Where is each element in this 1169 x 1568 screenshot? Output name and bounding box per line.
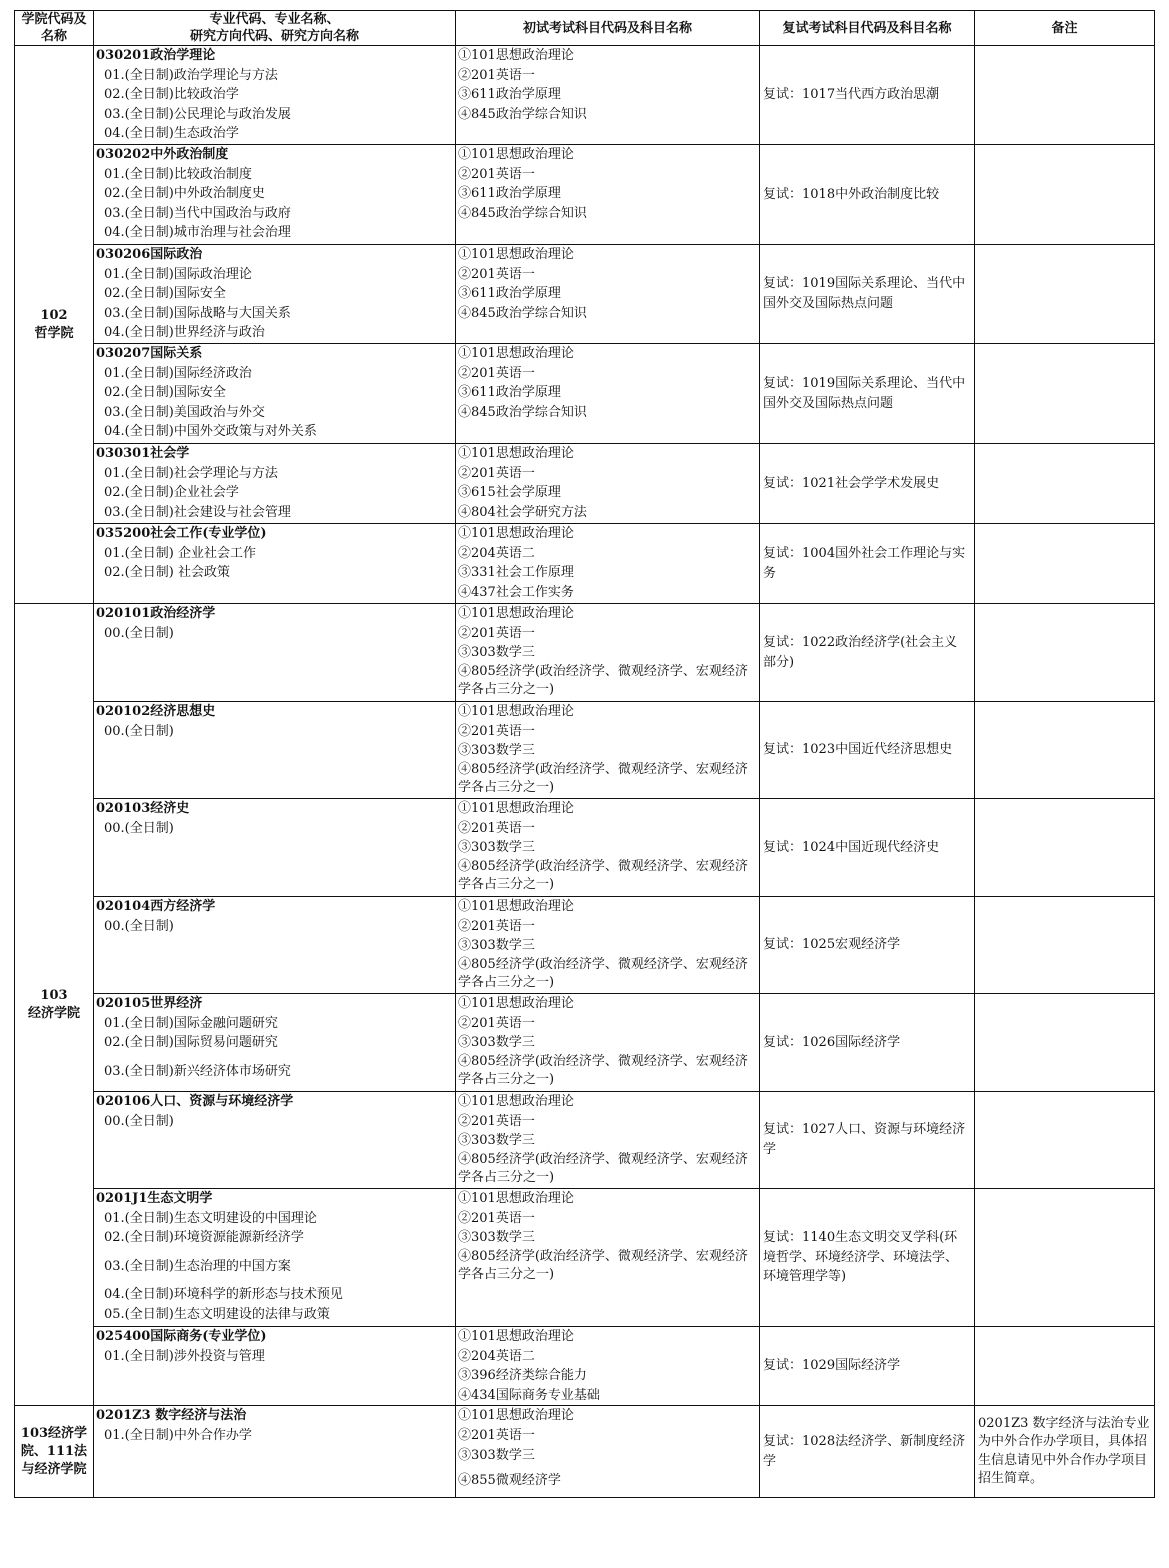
note-cell — [975, 344, 1155, 444]
direction: 03.(全日制)生态治理的中国方案 — [104, 1258, 291, 1274]
note-cell — [975, 897, 1155, 994]
subject: ④804社会学研究方法 — [458, 504, 587, 520]
direction: 02.(全日制)国际贸易问题研究 — [104, 1035, 278, 1051]
retest-cell: 复试：1024中国近现代经济史 — [760, 799, 975, 897]
subject: ④845政治学综合知识 — [458, 404, 587, 420]
table-row — [15, 245, 1155, 344]
subject: ③611政治学原理 — [458, 286, 561, 302]
subject: ②201英语一 — [458, 918, 535, 934]
major-cell — [94, 1327, 456, 1406]
retest-cell: 复试：1004国外社会工作理论与实务 — [760, 524, 975, 604]
subject: ②201英语一 — [458, 1210, 535, 1226]
retest-cell: 复试：1019国际关系理论、当代中国外交及国际热点问题 — [760, 344, 975, 444]
subject: ①101思想政治理论 — [458, 1191, 574, 1206]
direction: 03.(全日制)公民理论与政治发展 — [104, 106, 291, 122]
major-cell — [94, 799, 456, 897]
subject: ③611政治学原理 — [458, 385, 561, 401]
table-row — [15, 1406, 1155, 1498]
note-cell: 0201Z3 数字经济与法治专业为中外合作办学项目，具体招生信息请见中外合作办学项目招生简章。 — [975, 1406, 1155, 1498]
retest-cell: 复试：1027人口、资源与环境经济学 — [760, 1092, 975, 1189]
direction: 04.(全日制)生态政治学 — [104, 126, 239, 142]
subject: ④805经济学(政治经济学、微观经济学、宏观经济学各占三分之一) — [458, 1053, 748, 1088]
major-cell — [94, 1406, 456, 1498]
subject: ③303数学三 — [458, 645, 535, 661]
subject: ②204英语二 — [458, 1348, 535, 1364]
first-exam-cell — [456, 1189, 760, 1327]
subject: ③303数学三 — [458, 1133, 535, 1149]
direction: 01.(全日制)政治学理论与方法 — [104, 67, 278, 83]
subject: ①101思想政治理论 — [458, 346, 574, 361]
major-cell — [94, 604, 456, 702]
subject: ①101思想政治理论 — [458, 704, 574, 719]
table-row — [15, 799, 1155, 897]
direction: 02.(全日制)比较政治学 — [104, 87, 239, 103]
table-row — [15, 444, 1155, 524]
retest-cell: 复试：1022政治经济学(社会主义部分) — [760, 604, 975, 702]
note-cell — [975, 1092, 1155, 1189]
major-cell — [94, 245, 456, 344]
subject: ③396经济类综合能力 — [458, 1368, 587, 1384]
first-exam-cell — [456, 245, 760, 344]
major-title: 020105世界经济 — [96, 996, 203, 1011]
direction: 01.(全日制)国际政治理论 — [104, 266, 252, 282]
subject: ③303数学三 — [458, 1035, 535, 1051]
major-title: 030201政治学理论 — [96, 48, 216, 63]
subject: ③303数学三 — [458, 938, 535, 954]
first-exam-cell — [456, 604, 760, 702]
table-row — [15, 994, 1155, 1092]
note-cell — [975, 702, 1155, 799]
college-code: 102 — [40, 307, 68, 323]
direction: 02.(全日制)国际安全 — [104, 286, 226, 302]
note-cell — [975, 994, 1155, 1092]
major-cell — [94, 897, 456, 994]
header-first-exam: 初试考试科目代码及科目名称 — [456, 11, 760, 46]
subject: ①101思想政治理论 — [458, 446, 574, 461]
direction: 01.(全日制)国际金融问题研究 — [104, 1015, 278, 1031]
note-cell — [975, 444, 1155, 524]
major-cell — [94, 702, 456, 799]
direction: 05.(全日制)生态文明建设的法律与政策 — [104, 1306, 330, 1322]
college-cell — [15, 46, 94, 604]
table-row — [15, 1092, 1155, 1189]
table-row — [15, 604, 1155, 702]
retest-cell: 复试：1026国际经济学 — [760, 994, 975, 1092]
major-title: 020103经济史 — [96, 801, 190, 816]
first-exam-cell — [456, 1406, 760, 1498]
subject: ④437社会工作实务 — [458, 584, 574, 600]
direction: 00.(全日制) — [104, 723, 174, 739]
first-exam-cell — [456, 799, 760, 897]
retest-cell: 复试：1019国际关系理论、当代中国外交及国际热点问题 — [760, 245, 975, 344]
retest-cell: 复试：1028法经济学、新制度经济学 — [760, 1406, 975, 1498]
major-cell — [94, 46, 456, 145]
college-name: 哲学院 — [34, 325, 74, 341]
direction: 02.(全日制)国际安全 — [104, 385, 226, 401]
subject: ①101思想政治理论 — [458, 899, 574, 914]
first-exam-cell — [456, 1092, 760, 1189]
note-cell — [975, 46, 1155, 145]
subject: ①101思想政治理论 — [458, 147, 574, 162]
major-cell — [94, 444, 456, 524]
major-cell — [94, 994, 456, 1092]
subject: ③611政治学原理 — [458, 186, 561, 202]
note-cell — [975, 524, 1155, 604]
direction: 01.(全日制) 企业社会工作 — [104, 545, 256, 561]
direction: 02.(全日制)环境资源能源新经济学 — [104, 1230, 304, 1246]
note-cell — [975, 799, 1155, 897]
retest-cell: 复试：1029国际经济学 — [760, 1327, 975, 1406]
first-exam-cell — [456, 46, 760, 145]
first-exam-cell — [456, 897, 760, 994]
retest-cell: 复试：1025宏观经济学 — [760, 897, 975, 994]
subject: ②201英语一 — [458, 1427, 535, 1443]
college-code: 103经济学院、111法与经济学院 — [20, 1425, 88, 1477]
retest-cell: 复试：1023中国近代经济思想史 — [760, 702, 975, 799]
note-cell — [975, 604, 1155, 702]
table-row — [15, 702, 1155, 799]
direction: 03.(全日制)当代中国政治与政府 — [104, 205, 291, 221]
direction: 00.(全日制) — [104, 820, 174, 836]
table-row — [15, 46, 1155, 145]
subject: ①101思想政治理论 — [458, 996, 574, 1011]
direction: 03.(全日制)新兴经济体市场研究 — [104, 1063, 291, 1079]
note-cell — [975, 145, 1155, 245]
subject: ③331社会工作原理 — [458, 565, 574, 581]
direction: 01.(全日制)社会学理论与方法 — [104, 465, 278, 481]
college-code: 103 — [40, 987, 68, 1003]
major-cell — [94, 1092, 456, 1189]
retest-cell: 复试：1018中外政治制度比较 — [760, 145, 975, 245]
major-title: 030301社会学 — [96, 446, 190, 461]
subject: ②201英语一 — [458, 625, 535, 641]
table-row — [15, 1327, 1155, 1406]
subject: ①101思想政治理论 — [458, 48, 574, 63]
subject: ④845政治学综合知识 — [458, 106, 587, 122]
header-retest: 复试考试科目代码及科目名称 — [760, 11, 975, 46]
major-cell — [94, 344, 456, 444]
subject: ①101思想政治理论 — [458, 526, 574, 541]
major-title: 020106人口、资源与环境经济学 — [96, 1094, 294, 1109]
note-cell — [975, 245, 1155, 344]
first-exam-cell — [456, 524, 760, 604]
retest-cell: 复试：1021社会学学术发展史 — [760, 444, 975, 524]
direction: 01.(全日制)国际经济政治 — [104, 365, 252, 381]
subject: ②201英语一 — [458, 266, 535, 282]
direction: 04.(全日制)环境科学的新形态与技术预见 — [104, 1287, 343, 1303]
header-major: 专业代码、专业名称、 研究方向代码、研究方向名称 — [94, 11, 456, 46]
table-row — [15, 145, 1155, 245]
major-title: 020101政治经济学 — [96, 606, 216, 621]
subject: ②201英语一 — [458, 67, 535, 83]
subject: ②201英语一 — [458, 465, 535, 481]
table-row — [15, 524, 1155, 604]
college-name: 经济学院 — [27, 1005, 80, 1021]
direction: 01.(全日制)中外合作办学 — [104, 1427, 252, 1443]
subject: ④855微观经济学 — [458, 1473, 561, 1489]
subject: ④805经济学(政治经济学、微观经济学、宏观经济学各占三分之一) — [458, 761, 748, 796]
subject: ②201英语一 — [458, 820, 535, 836]
direction: 03.(全日制)社会建设与社会管理 — [104, 504, 291, 520]
first-exam-cell — [456, 1327, 760, 1406]
subject: ④845政治学综合知识 — [458, 305, 587, 321]
major-cell — [94, 1189, 456, 1327]
subject: ②204英语二 — [458, 545, 535, 561]
first-exam-cell — [456, 702, 760, 799]
table-row — [15, 897, 1155, 994]
subject: ②201英语一 — [458, 1015, 535, 1031]
header-note: 备注 — [975, 11, 1155, 46]
major-title: 020104西方经济学 — [96, 899, 216, 914]
direction: 01.(全日制)涉外投资与管理 — [104, 1348, 265, 1364]
direction: 01.(全日制)比较政治制度 — [104, 166, 252, 182]
subject: ③303数学三 — [458, 1230, 535, 1246]
header-row — [15, 11, 1155, 46]
note-cell — [975, 1189, 1155, 1327]
direction: 02.(全日制)中外政治制度史 — [104, 186, 265, 202]
table-row — [15, 1189, 1155, 1327]
first-exam-cell — [456, 444, 760, 524]
major-title: 025400国际商务(专业学位) — [96, 1329, 267, 1344]
major-title: 030206国际政治 — [96, 247, 203, 262]
subject: ②201英语一 — [458, 365, 535, 381]
subject: ④434国际商务专业基础 — [458, 1387, 600, 1403]
subject: ④805经济学(政治经济学、微观经济学、宏观经济学各占三分之一) — [458, 663, 748, 698]
direction: 00.(全日制) — [104, 918, 174, 934]
subject: ②201英语一 — [458, 166, 535, 182]
subject: ①101思想政治理论 — [458, 606, 574, 621]
direction: 04.(全日制)中国外交政策与对外关系 — [104, 424, 317, 440]
direction: 04.(全日制)城市治理与社会治理 — [104, 225, 291, 241]
direction: 01.(全日制)生态文明建设的中国理论 — [104, 1210, 317, 1226]
major-cell — [94, 524, 456, 604]
subject: ④805经济学(政治经济学、微观经济学、宏观经济学各占三分之一) — [458, 1151, 748, 1186]
subject: ②201英语一 — [458, 723, 535, 739]
subject: ③611政治学原理 — [458, 87, 561, 103]
retest-cell: 复试：1140生态文明交叉学科(环境哲学、环境经济学、环境法学、环境管理学等) — [760, 1189, 975, 1327]
first-exam-cell — [456, 145, 760, 245]
major-title: 0201J1生态文明学 — [96, 1191, 213, 1206]
major-title: 030202中外政治制度 — [96, 147, 229, 162]
subject: ①101思想政治理论 — [458, 801, 574, 816]
major-title: 020102经济思想史 — [96, 704, 216, 719]
direction: 00.(全日制) — [104, 625, 174, 641]
major-title: 035200社会工作(专业学位) — [96, 526, 267, 541]
first-exam-cell — [456, 994, 760, 1092]
subject: ②201英语一 — [458, 1113, 535, 1129]
subject: ③615社会学原理 — [458, 485, 561, 501]
direction: 00.(全日制) — [104, 1113, 174, 1129]
direction: 03.(全日制)国际战略与大国关系 — [104, 305, 291, 321]
first-exam-cell — [456, 344, 760, 444]
admissions-table — [14, 10, 1155, 1498]
subject: ①101思想政治理论 — [458, 247, 574, 262]
subject: ④845政治学综合知识 — [458, 205, 587, 221]
subject: ③303数学三 — [458, 1447, 535, 1463]
major-title: 0201Z3 数字经济与法治 — [96, 1408, 247, 1424]
retest-cell: 复试：1017当代西方政治思潮 — [760, 46, 975, 145]
subject: ④805经济学(政治经济学、微观经济学、宏观经济学各占三分之一) — [458, 858, 748, 893]
subject: ①101思想政治理论 — [458, 1408, 574, 1424]
major-title: 030207国际关系 — [96, 346, 203, 361]
subject: ④805经济学(政治经济学、微观经济学、宏观经济学各占三分之一) — [458, 1248, 748, 1283]
direction: 03.(全日制)美国政治与外交 — [104, 404, 265, 420]
direction: 04.(全日制)世界经济与政治 — [104, 325, 265, 341]
note-cell — [975, 1327, 1155, 1406]
college-cell — [15, 604, 94, 1406]
subject: ③303数学三 — [458, 840, 535, 856]
subject: ③303数学三 — [458, 743, 535, 759]
direction: 02.(全日制)企业社会学 — [104, 485, 239, 501]
major-cell — [94, 145, 456, 245]
college-cell — [15, 1406, 94, 1498]
direction: 02.(全日制) 社会政策 — [104, 565, 230, 581]
subject: ④805经济学(政治经济学、微观经济学、宏观经济学各占三分之一) — [458, 956, 748, 991]
subject: ①101思想政治理论 — [458, 1094, 574, 1109]
table-row — [15, 344, 1155, 444]
header-college: 学院代码及 名称 — [15, 11, 94, 46]
subject: ①101思想政治理论 — [458, 1329, 574, 1344]
